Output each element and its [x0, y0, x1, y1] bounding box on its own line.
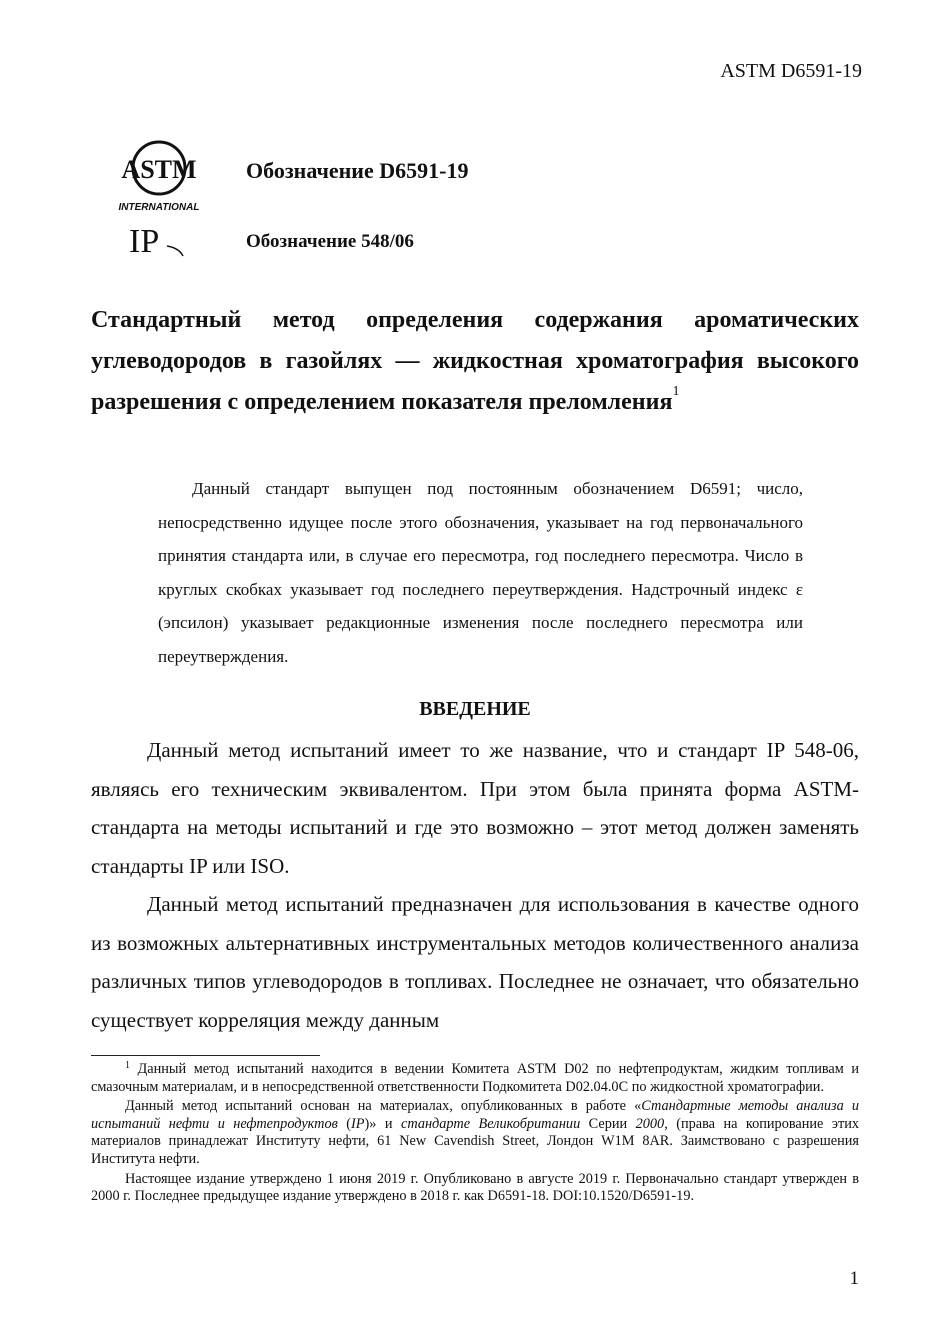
footnote-2-part: ( — [337, 1115, 352, 1132]
footnote-2-italic: IP — [351, 1115, 365, 1132]
footnote-2-italic: стандарте Великобритании — [400, 1115, 581, 1132]
designation-notice: Данный стандарт выпущен под постоянным обозначением D6591; число, непосредственно идущее после этого обозначения, указывает на год первоначального принятия стандарта или, в случае его пересмотра, год последнего пересмотра. Число в круглых скобках указывает год последнего переутверждения. Надстрочный индекс ε (эпсилон) указывает редакционные изменения после последнего пересмотра или переутверждения. — [158, 479, 803, 666]
footnote-3: Настоящее издание утверждено 1 июня 2019 г. Опубликовано в августе 2019 г. Первоначально стандарт утвержден в 2000 г. Последнее предыдущее издание утверждено в 2018 г. как D6591-18. DOI:10.1520/D6591-19. — [91, 1170, 859, 1205]
footnote-2-part: Данный метод испытаний основан на материалах, опубликованных в работе « — [125, 1098, 642, 1115]
footnote-2-part: Серии — [580, 1115, 636, 1132]
footnote-2-part: )» и — [364, 1115, 401, 1132]
title-text: Стандартный метод определения содержания ароматических углеводородов в газойлях — жидкостная хроматография высокого разрешения с определением показателя преломления — [91, 307, 859, 415]
ip-logo — [127, 222, 187, 258]
footnote-1-text: Данный метод испытаний находится в ведении Комитета ASTM D02 по нефтепродуктам, жидким топливам и смазочным материалам, и в непосредственной ответственности Подкомитета D02.04.0C по жидкостной хроматографии. — [91, 1061, 859, 1095]
introduction-paragraph-1: Данный метод испытаний имеет то же название, что и стандарт IP 548-06, являясь его техническим эквивалентом. При этом была принята форма ASTM-стандарта на методы испытаний и где это возможно – этот метод должен заменять стандарты IP или ISO. — [91, 738, 859, 878]
footnote-2-italic: 2000, — [635, 1115, 668, 1132]
document-title — [91, 300, 859, 423]
footnote-2-italic: Стандартные методы анализа и испытаний нефти и нефтепродуктов — [91, 1098, 859, 1132]
header-doc-code: ASTM D6591-19 — [720, 60, 862, 82]
page-number: 1 — [849, 1268, 859, 1289]
introduction-heading: ВВЕДЕНИЕ — [419, 698, 531, 720]
introduction-paragraph-2: Данный метод испытаний предназначен для использования в качестве одного из возможных альтернативных инструментальных методов количественного анализа различных типов углеводородов в топливах. Последнее не означает, что обязательно существует корреляция между данным — [91, 892, 859, 1032]
astm-logo — [118, 138, 200, 214]
designation-primary: Обозначение D6591-19 — [246, 158, 469, 183]
footnote-2-part: (права на копирование этих материалов принадлежат Институту нефти, 61 New Cavendish Street, Лондон W1M 8AR. Заимствовано с разрешения Института нефти. — [91, 1115, 860, 1167]
footnote-separator — [91, 1055, 320, 1056]
footnote-2 — [91, 1098, 859, 1168]
title-footnote-mark: 1 — [672, 384, 680, 399]
footnotes — [91, 1061, 859, 1208]
astm-logo-caption: INTERNATIONAL — [118, 202, 200, 213]
footnote-mark: 1 — [125, 1060, 130, 1071]
footnote-1 — [91, 1061, 859, 1096]
designation-secondary: Обозначение 548/06 — [246, 231, 414, 252]
ip-logo-text: IP — [129, 223, 160, 258]
astm-logo-text: ASTM — [121, 155, 197, 184]
